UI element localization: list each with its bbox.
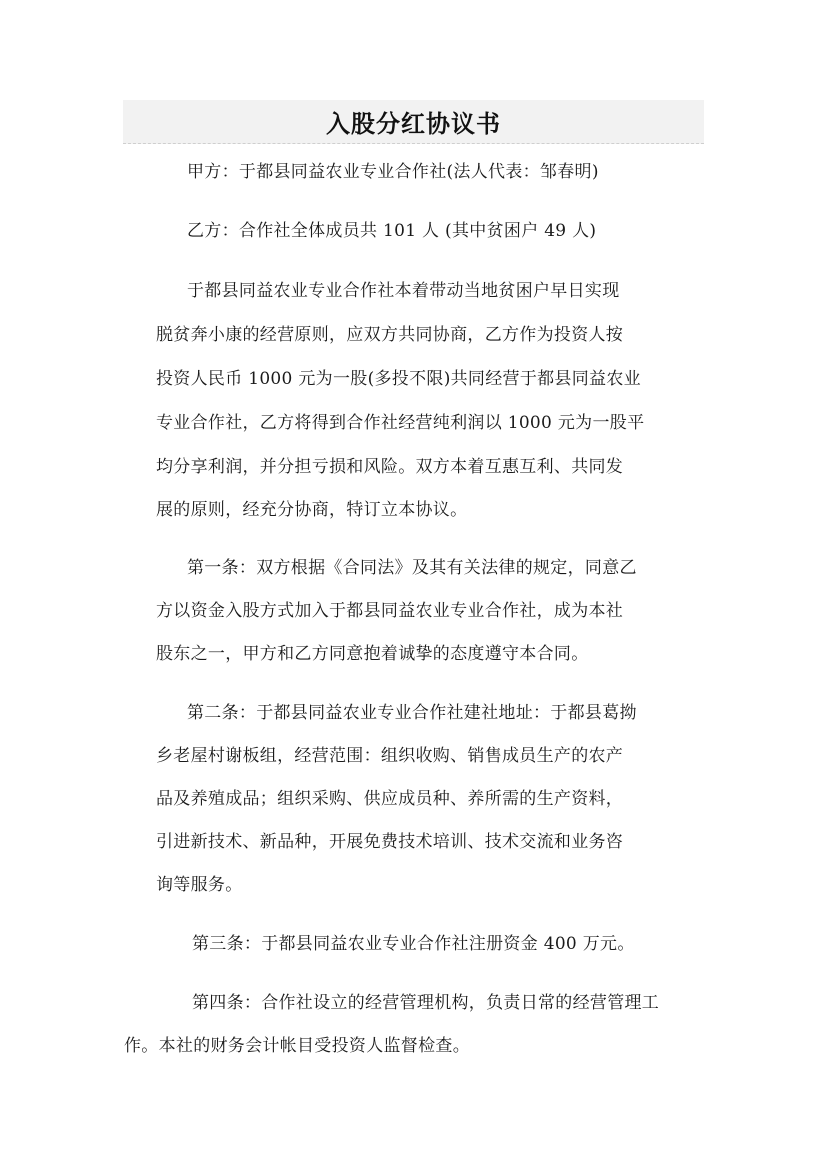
article-2-line: 引进新技术、新品种，开展免费技术培训、技术交流和业务咨	[156, 832, 624, 852]
article-2-line: 第二条：于都县同益农业专业合作社建社地址：于都县葛拗	[187, 703, 637, 723]
article-1-line: 方以资金入股方式加入于都县同益农业专业合作社，成为本社	[156, 601, 624, 621]
title-banner	[123, 100, 704, 144]
article-4-line: 第四条：合作社设立的经营管理机构，负责日常的经营管理工	[192, 993, 660, 1013]
document-title: 入股分红协议书	[326, 109, 501, 138]
article-2-line: 询等服务。	[156, 875, 243, 895]
article-1-line: 股东之一，甲方和乙方同意抱着诚挚的态度遵守本合同。	[156, 644, 589, 664]
article-2-line: 品及养殖成品；组织采购、供应成员种、养所需的生产资料，	[156, 789, 624, 809]
article-4-line: 作。本社的财务会计帐目受投资人监督检查。	[124, 1036, 470, 1056]
party-b-line: 乙方：合作社全体成员共 101 人 (其中贫困户 49 人)	[187, 221, 597, 241]
article-1-line: 第一条：双方根据《合同法》及其有关法律的规定，同意乙	[187, 558, 637, 578]
preamble-line: 展的原则，经充分协商，特订立本协议。	[156, 500, 468, 520]
article-2-line: 乡老屋村谢板组，经营范围：组织收购、销售成员生产的农产	[156, 746, 624, 766]
preamble-line: 均分享利润，并分担亏损和风险。双方本着互惠互利、共同发	[156, 457, 624, 477]
preamble-line: 专业合作社，乙方将得到合作社经营纯利润以 1000 元为一股平	[156, 413, 645, 433]
preamble-line: 于都县同益农业专业合作社本着带动当地贫困户早日实现	[187, 281, 620, 301]
party-a-line: 甲方：于都县同益农业专业合作社(法人代表：邹春明)	[187, 162, 599, 182]
preamble-line: 投资人民币 1000 元为一股(多投不限)共同经营于都县同益农业	[156, 369, 641, 389]
preamble-line: 脱贫奔小康的经营原则，应双方共同协商，乙方作为投资人按	[156, 325, 624, 345]
article-3-line: 第三条：于都县同益农业专业合作社注册资金 400 万元。	[192, 934, 635, 954]
